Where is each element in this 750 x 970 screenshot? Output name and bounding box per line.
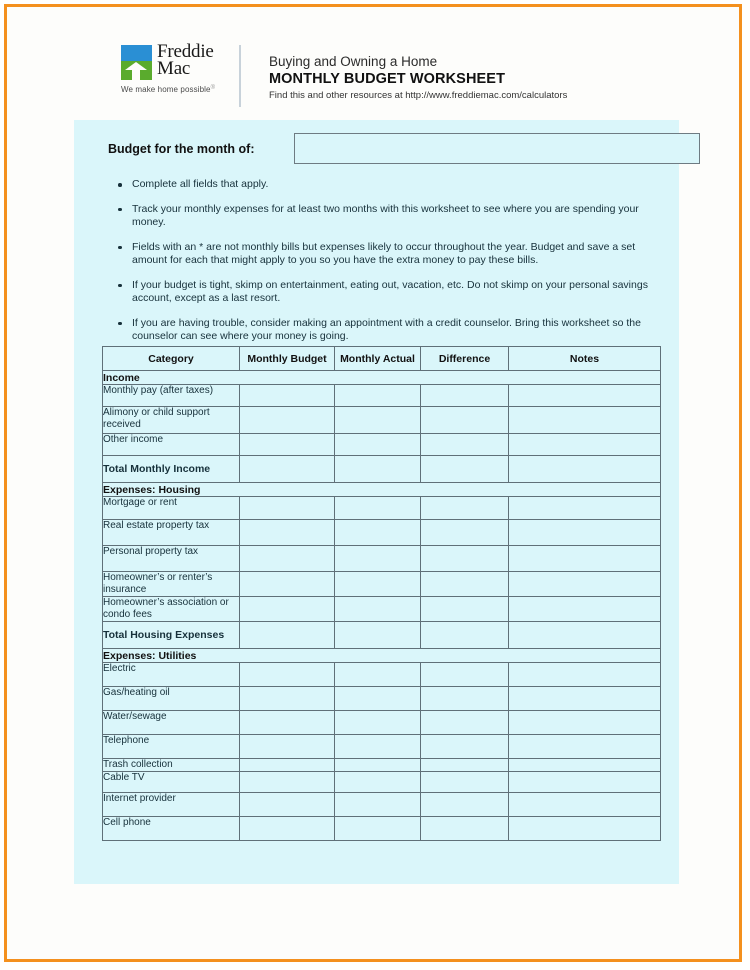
table-row xyxy=(103,497,661,520)
cell-budget[interactable] xyxy=(240,711,335,735)
cell-difference[interactable] xyxy=(421,711,509,735)
category-label: Alimony or child support received xyxy=(103,407,240,434)
cell-budget[interactable] xyxy=(240,456,335,483)
category-label: Homeowner’s or renter’s insurance xyxy=(103,572,240,597)
instruction-item: Track your monthly expenses for at least two months with this worksheet to see where you are spending your money. xyxy=(115,203,660,230)
cell-actual[interactable] xyxy=(335,572,421,597)
tagline-text: We make home possible xyxy=(121,85,211,94)
table-row xyxy=(103,407,661,434)
table-row xyxy=(103,793,661,817)
cell-actual[interactable] xyxy=(335,772,421,793)
cell-actual[interactable] xyxy=(335,407,421,434)
table-row xyxy=(103,735,661,759)
cell-budget[interactable] xyxy=(240,597,335,622)
cell-notes[interactable] xyxy=(509,407,661,434)
house-logo-icon xyxy=(121,45,152,80)
category-label: Telephone xyxy=(103,735,240,759)
page-title: MONTHLY BUDGET WORKSHEET xyxy=(269,71,506,87)
category-label: Electric xyxy=(103,663,240,687)
table-row xyxy=(103,622,661,649)
cell-actual[interactable] xyxy=(335,456,421,483)
cell-notes[interactable] xyxy=(509,497,661,520)
cell-difference[interactable] xyxy=(421,622,509,649)
cell-difference[interactable] xyxy=(421,546,509,572)
table-row xyxy=(103,772,661,793)
cell-actual[interactable] xyxy=(335,546,421,572)
logo-row xyxy=(121,43,239,80)
cell-budget[interactable] xyxy=(240,497,335,520)
table-row xyxy=(103,663,661,687)
document-eyebrow: Buying and Owning a Home xyxy=(269,54,438,69)
cell-budget[interactable] xyxy=(240,520,335,546)
cell-actual[interactable] xyxy=(335,711,421,735)
table-head xyxy=(103,347,661,371)
table-row xyxy=(103,520,661,546)
cell-budget[interactable] xyxy=(240,735,335,759)
cell-budget[interactable] xyxy=(240,546,335,572)
table-row xyxy=(103,687,661,711)
cell-difference[interactable] xyxy=(421,817,509,841)
worksheet-page xyxy=(4,4,742,962)
cell-actual[interactable] xyxy=(335,597,421,622)
cell-notes[interactable] xyxy=(509,735,661,759)
table-row xyxy=(103,385,661,407)
table-row xyxy=(103,817,661,841)
table-section-header-row xyxy=(103,649,661,663)
cell-difference[interactable] xyxy=(421,407,509,434)
category-label: Gas/heating oil xyxy=(103,687,240,711)
category-total-label: Total Monthly Income xyxy=(103,456,240,483)
cell-budget[interactable] xyxy=(240,793,335,817)
cell-notes[interactable] xyxy=(509,520,661,546)
cell-notes[interactable] xyxy=(509,817,661,841)
worksheet-panel xyxy=(74,120,679,884)
cell-notes[interactable] xyxy=(509,711,661,735)
budget-table xyxy=(102,346,661,841)
cell-notes[interactable] xyxy=(509,772,661,793)
category-total-label: Total Housing Expenses xyxy=(103,622,240,649)
instruction-item: If you are having trouble, consider making an appointment with a credit counselor. Bring this worksheet so the counselor can see where your money is going. xyxy=(115,317,660,344)
resource-link-text: Find this and other resources at http://www.freddiemac.com/calculators xyxy=(269,90,568,101)
cell-budget[interactable] xyxy=(240,759,335,772)
cell-notes[interactable] xyxy=(509,687,661,711)
cell-difference[interactable] xyxy=(421,772,509,793)
category-label: Real estate property tax xyxy=(103,520,240,546)
cell-budget[interactable] xyxy=(240,572,335,597)
cell-budget[interactable] xyxy=(240,434,335,456)
instruction-item: If your budget is tight, skimp on entertainment, eating out, vacation, etc. Do not skimp on your personal savings account, except as a last resort. xyxy=(115,279,660,306)
budget-month-label: Budget for the month of: xyxy=(108,142,255,156)
logo-blue-square xyxy=(121,45,152,62)
cell-actual[interactable] xyxy=(335,793,421,817)
table-section-header-row xyxy=(103,371,661,385)
cell-difference[interactable] xyxy=(421,687,509,711)
header-divider xyxy=(239,45,241,107)
column-header-difference: Difference xyxy=(421,347,509,371)
category-label: Homeowner’s association or condo fees xyxy=(103,597,240,622)
cell-difference[interactable] xyxy=(421,497,509,520)
logo-wordmark xyxy=(157,43,214,77)
cell-budget[interactable] xyxy=(240,687,335,711)
logo-word-freddie: Freddie xyxy=(157,41,214,62)
cell-difference[interactable] xyxy=(421,597,509,622)
cell-budget[interactable] xyxy=(240,385,335,407)
table-row xyxy=(103,434,661,456)
cell-difference[interactable] xyxy=(421,572,509,597)
title-block xyxy=(269,53,629,103)
cell-difference[interactable] xyxy=(421,385,509,407)
table-header-row xyxy=(103,347,661,371)
section-heading: Expenses: Housing xyxy=(103,483,661,497)
cell-notes[interactable] xyxy=(509,572,661,597)
cell-notes[interactable] xyxy=(509,434,661,456)
cell-budget[interactable] xyxy=(240,407,335,434)
category-label: Water/sewage xyxy=(103,711,240,735)
registered-mark-icon: ® xyxy=(210,85,216,91)
budget-month-input[interactable] xyxy=(294,133,700,164)
instruction-item: Complete all fields that apply. xyxy=(115,178,660,192)
column-header-category: Category xyxy=(103,347,240,371)
cell-difference[interactable] xyxy=(421,520,509,546)
cell-actual[interactable] xyxy=(335,497,421,520)
instruction-item: Fields with an * are not monthly bills but expenses likely to occur throughout the year. Budget and save a set amount for each that might apply to you so you have the extra money to pay these bills. xyxy=(115,241,660,268)
cell-difference[interactable] xyxy=(421,456,509,483)
category-label: Other income xyxy=(103,434,240,456)
cell-budget[interactable] xyxy=(240,817,335,841)
table-section-header-row xyxy=(103,483,661,497)
cell-budget[interactable] xyxy=(240,772,335,793)
column-header-notes: Notes xyxy=(509,347,661,371)
cell-notes[interactable] xyxy=(509,793,661,817)
cell-actual[interactable] xyxy=(335,663,421,687)
table-row xyxy=(103,711,661,735)
category-label: Cable TV xyxy=(103,772,240,793)
cell-notes[interactable] xyxy=(509,385,661,407)
cell-actual[interactable] xyxy=(335,622,421,649)
cell-difference[interactable] xyxy=(421,663,509,687)
freddie-mac-logo xyxy=(121,43,239,94)
table-row xyxy=(103,572,661,597)
cell-notes[interactable] xyxy=(509,663,661,687)
cell-notes[interactable] xyxy=(509,622,661,649)
cell-actual[interactable] xyxy=(335,687,421,711)
cell-budget[interactable] xyxy=(240,663,335,687)
table-row xyxy=(103,597,661,622)
instructions-list xyxy=(115,178,660,355)
logo-green-house xyxy=(121,61,152,80)
cell-notes[interactable] xyxy=(509,597,661,622)
brand-tagline xyxy=(121,85,239,94)
cell-notes[interactable] xyxy=(509,546,661,572)
cell-actual[interactable] xyxy=(335,520,421,546)
category-label: Trash collection xyxy=(103,759,240,772)
cell-actual[interactable] xyxy=(335,817,421,841)
category-label: Monthly pay (after taxes) xyxy=(103,385,240,407)
logo-word-mac: Mac xyxy=(157,58,191,79)
table-row xyxy=(103,759,661,772)
cell-budget[interactable] xyxy=(240,622,335,649)
document-header xyxy=(121,43,631,109)
column-header-monthly-budget: Monthly Budget xyxy=(240,347,335,371)
budget-month-row xyxy=(108,133,668,165)
category-label: Internet provider xyxy=(103,793,240,817)
cell-notes[interactable] xyxy=(509,456,661,483)
cell-actual[interactable] xyxy=(335,735,421,759)
category-label: Personal property tax xyxy=(103,546,240,572)
cell-difference[interactable] xyxy=(421,759,509,772)
section-heading: Income xyxy=(103,371,661,385)
cell-actual[interactable] xyxy=(335,434,421,456)
table-row xyxy=(103,546,661,572)
cell-difference[interactable] xyxy=(421,735,509,759)
cell-actual[interactable] xyxy=(335,759,421,772)
cell-notes[interactable] xyxy=(509,759,661,772)
table-row xyxy=(103,456,661,483)
cell-difference[interactable] xyxy=(421,793,509,817)
category-label: Cell phone xyxy=(103,817,240,841)
cell-actual[interactable] xyxy=(335,385,421,407)
table-body xyxy=(103,371,661,841)
cell-difference[interactable] xyxy=(421,434,509,456)
category-label: Mortgage or rent xyxy=(103,497,240,520)
section-heading: Expenses: Utilities xyxy=(103,649,661,663)
column-header-monthly-actual: Monthly Actual xyxy=(335,347,421,371)
